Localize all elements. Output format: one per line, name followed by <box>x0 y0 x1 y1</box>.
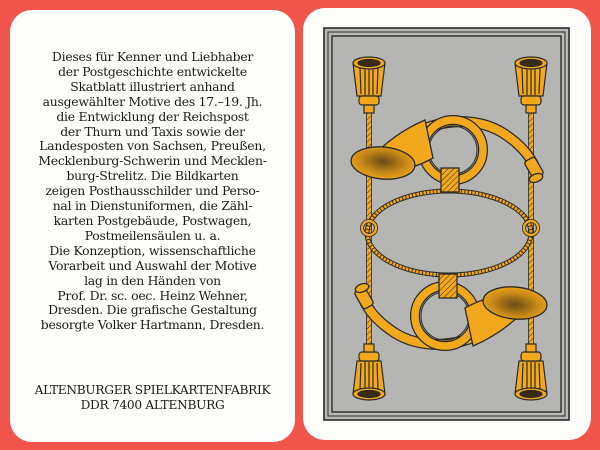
description-line: Vorarbeit und Auswahl der Motive <box>48 257 257 273</box>
description-line: ausgewählter Motive des 17.–19. Jh. <box>42 93 263 109</box>
description-line: Prof. Dr. sc. oec. Heinz Wehner, <box>57 287 248 303</box>
card-face-illustration <box>303 8 591 440</box>
description-text <box>10 50 295 333</box>
card-back-text <box>10 10 295 442</box>
publisher-imprint <box>10 383 295 413</box>
description-line: Mecklenburg-Schwerin und Mecklen- <box>38 153 267 169</box>
description-line: Dieses für Kenner und Liebhaber <box>51 49 254 64</box>
description-line: der Postgeschichte entwickelte <box>58 63 247 79</box>
description-line: Postmeilensäulen u. a. <box>84 227 221 243</box>
description-line: lag in den Händen von <box>84 272 221 288</box>
description-line: Die Konzeption, wissenschaftliche <box>49 242 256 258</box>
description-line: der Thurn und Taxis sowie der <box>60 123 245 139</box>
description-line: zeigen Posthausschilder und Perso- <box>45 183 260 199</box>
description-line: Skatblatt illustriert anhand <box>70 78 235 94</box>
description-line: karten Postgebäude, Postwagen, <box>53 212 252 228</box>
publisher-name: ALTENBURGER SPIELKARTENFABRIK <box>34 383 271 397</box>
description-line: nal in Dienstuniformen, die Zähl- <box>52 198 253 214</box>
publisher-address: DDR 7400 ALTENBURG <box>80 398 225 412</box>
post-horn-illustration <box>303 8 591 440</box>
description-line: die Entwicklung der Reichspost <box>56 108 249 124</box>
description-line: burg-Strelitz. Die Bildkarten <box>66 168 239 184</box>
description-line: Dresden. Die grafische Gestaltung <box>48 302 257 318</box>
description-line: besorgte Volker Hartmann, Dresden. <box>40 317 265 333</box>
description-line: Landesposten von Sachsen, Preußen, <box>39 138 266 154</box>
